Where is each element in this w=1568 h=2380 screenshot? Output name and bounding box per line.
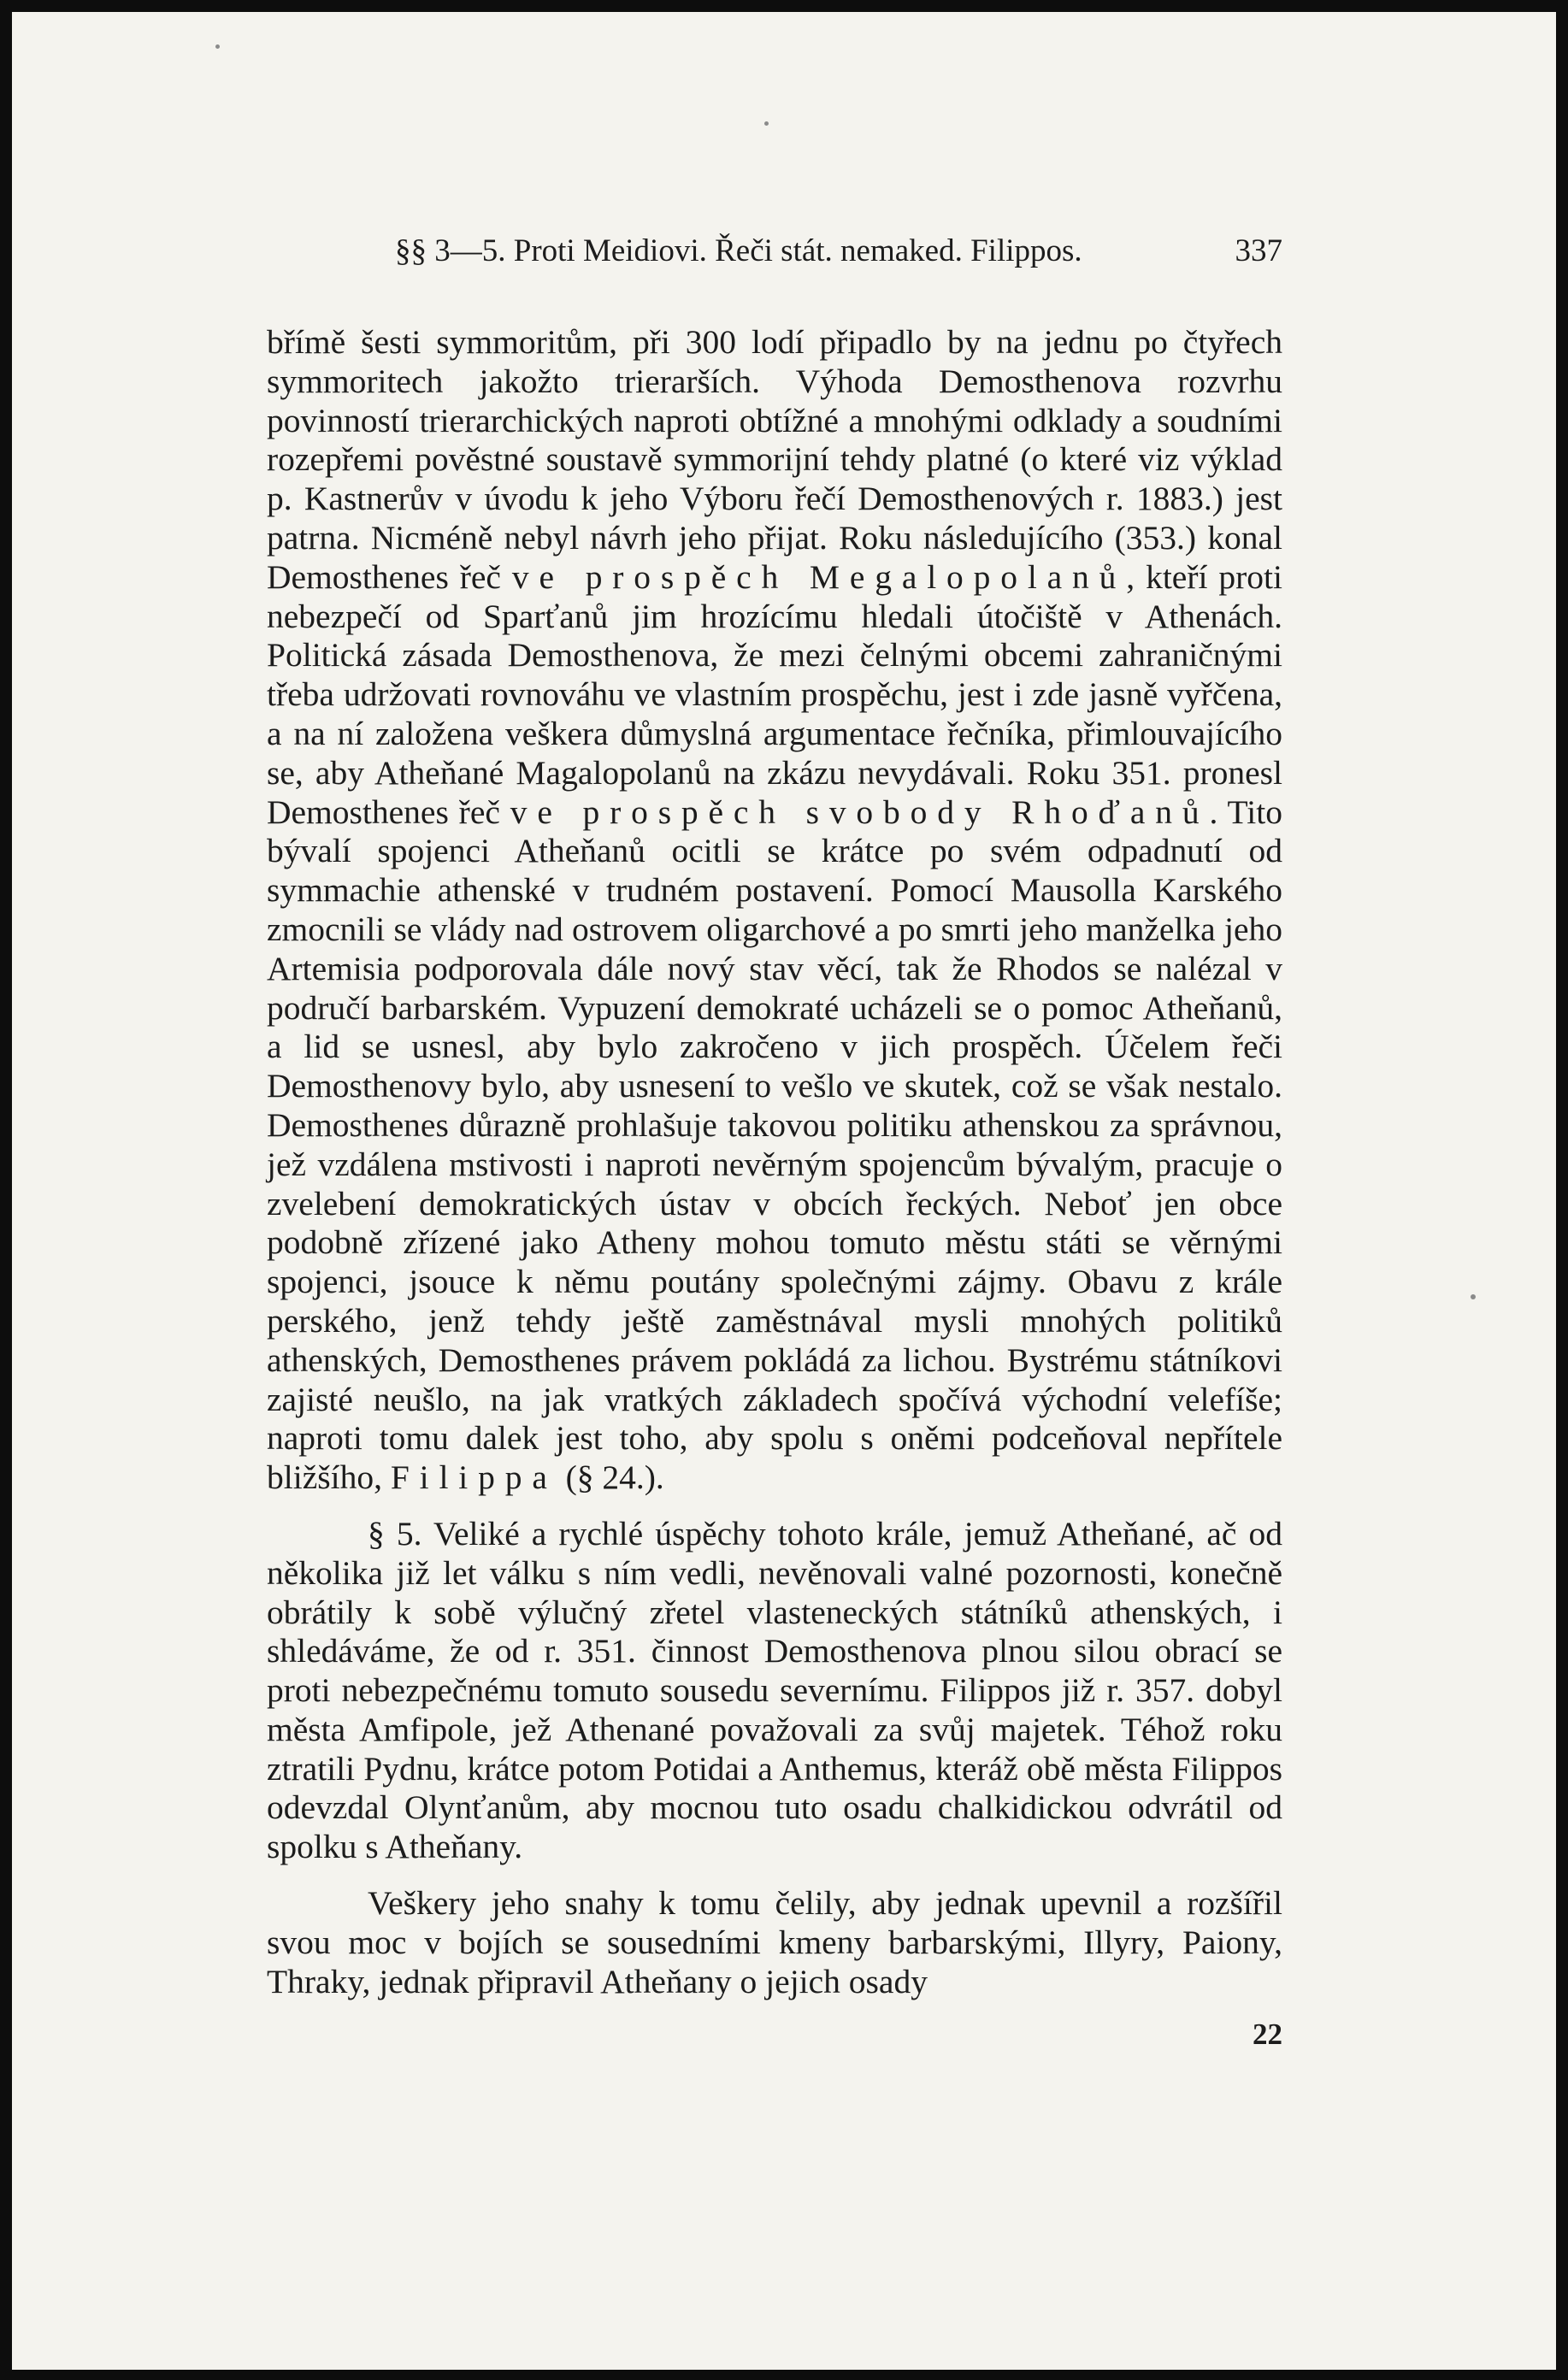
spaced-emphasis: ve prospěch svobody Rhoďanů (510, 792, 1210, 831)
paragraph (267, 1884, 1282, 2001)
dust-speck (1471, 1294, 1476, 1299)
book-page (12, 12, 1556, 2370)
text-run: (§ 24.). (557, 1458, 664, 1497)
paragraph (267, 1515, 1282, 1867)
text-run: , kteří proti nebezpečí od Sparťanů jim hrozícímu hledali útočiště v Athenách. Politická zásada Demosthenova, že mezi čelnými obcemi zahraničnými třeba udržovati rovnováhu ve vlastním prospěchu, jest i zde jasně vyřčena, a na ní založena veškera důmyslná argumentace řečníka, přimlouvajícího se, aby Atheňané Magalopolanů na zkázu nevydávali. Roku 351. pronesl Demosthenes řeč (267, 557, 1282, 831)
dust-speck (764, 121, 769, 126)
page-number: 337 (1235, 233, 1282, 268)
text-run: břímě šesti symmoritům, při 300 lodí připadlo by na jednu po čtyřech symmoritech jakožto trierarších. Výhoda Demosthenova rozvrhu povinností trierarchických naproti obtížné a mnohými odklady a soudními rozepřemi pověstné soustavě symmorijní tehdy platné (o které viz výklad p. Kastnerův v úvodu k jeho Výboru řečí Demosthenových r. 1883.) jest patrna. Nicméně nebyl návrh jeho přijat. Roku následujícího (353.) konal Demosthenes řeč (267, 323, 1282, 596)
paragraph (267, 323, 1282, 1498)
text-run: . Tito bývalí spojenci Atheňanů ocitli se krátce po svém odpadnutí od symmachie athenské v trudném postavení. Pomocí Mausolla Karského zmocnili se vlády nad ostrovem oligarchové a po smrti jeho manželka jeho Artemisia podporovala dále nový stav věcí, tak že Rhodos se nalézal v područí barbarském. Vypuzení demokraté ucházeli se o pomoc Atheňanů, a lid se usnesl, aby bylo zakročeno v jich prospěch. Účelem řeči Demosthenovy bylo, aby usnesení to vešlo ve skutek, což se však nestalo. Demosthenes důrazně prohlašuje takovou politiku athenskou za správnou, jež vzdálena mstivosti i naproti nevěrným spojencům bývalým, pracuje o zvelebení demokratických ústav v obcích řeckých. Neboť jen obce podobně zřízené jako Atheny mohou tomuto městu státi se věrnými spojenci, jsouce k němu poutány společnými zájmy. Obavu z krále perského, jenž tehdy ještě zaměstnával mysli mnohých politiků athenských, Demosthenes právem pokládá za lichou. Bystrému státníkovi zajisté neušlo, na jak vratkých základech spočívá východní velefíše; naproti tomu dalek jest toho, aby spolu s oněmi podceňoval nepřítele bližšího, (267, 792, 1282, 1497)
header-title: §§ 3—5. Proti Meidiovi. Řeči stát. nemaked. Filippos. (395, 233, 1082, 268)
spaced-emphasis: ve prospěch Megalopolanů (511, 557, 1127, 596)
text-run: § 5. Veliké a rychlé úspěchy tohoto krále, jemuž Atheňané, ač od několika již let válku s ním vedli, nevěnovali valné pozornosti, konečně obrátily k sobě výlučný zřetel vlasteneckých státníků athenských, i shledáváme, že od r. 351. činnost Demosthenova plnou silou obrací se proti nebezpečnému tomuto sousedu severnímu. Filippos již r. 357. dobyl města Amfipole, jež Athenané považovali za svůj majetek. Téhož roku ztratili Pydnu, krátce potom Potidai a Anthemus, kteráž obě města Filippos odevzdal Olynťanům, aby mocnou tuto osadu chalkidickou odvrátil od spolku s Atheňany. (267, 1514, 1282, 1866)
spaced-emphasis: Filippa (390, 1458, 557, 1497)
dust-speck (215, 44, 220, 49)
running-header (267, 233, 1282, 280)
printer-signature-mark: 22 (1253, 2018, 1282, 2051)
text-run: Veškery jeho snahy k tomu čelily, aby jednak upevnil a rozšířil svou moc v bojích se sousedními kmeny barbarskými, Illyry, Paiony, Thraky, jednak připravil Atheňany o jejich osady (267, 1884, 1282, 2000)
body-text (267, 323, 1282, 2001)
